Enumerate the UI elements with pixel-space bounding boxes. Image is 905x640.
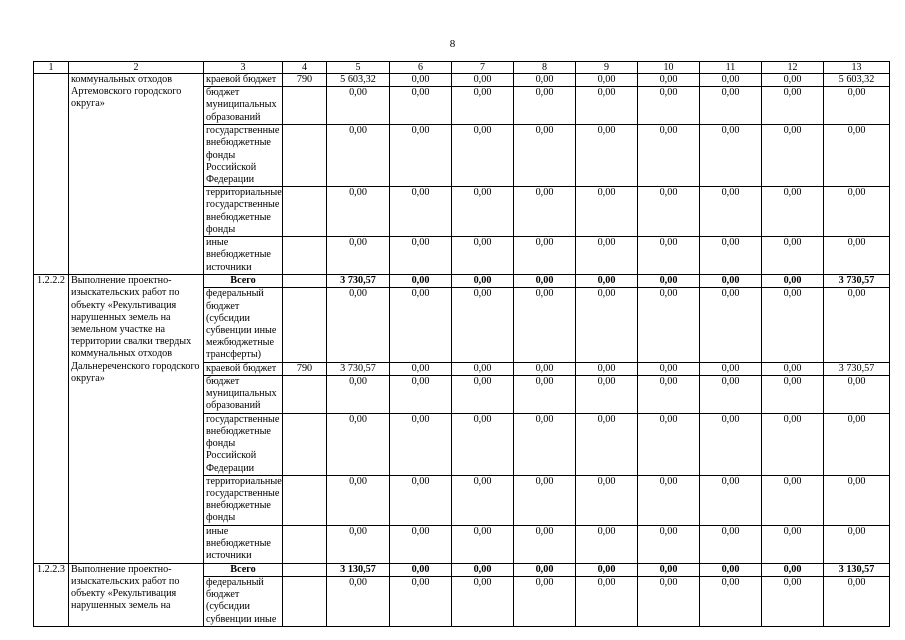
amount-cell: 0,00 xyxy=(762,125,824,187)
table-body xyxy=(34,62,890,627)
amount-cell: 3 730,57 xyxy=(327,275,390,288)
amount-cell: 0,00 xyxy=(762,87,824,125)
amount-cell: 0,00 xyxy=(514,563,576,576)
amount-cell: 5 603,32 xyxy=(824,74,890,87)
amount-cell: 0,00 xyxy=(390,125,452,187)
amount-cell: 0,00 xyxy=(514,288,576,362)
column-header: 13 xyxy=(824,62,890,74)
amount-cell: 0,00 xyxy=(638,74,700,87)
amount-cell: 0,00 xyxy=(452,237,514,275)
amount-cell: 3 130,57 xyxy=(327,563,390,576)
table-row xyxy=(34,563,890,576)
column-header: 2 xyxy=(69,62,204,74)
column-header: 9 xyxy=(576,62,638,74)
funding-source: бюджет муниципальных образований xyxy=(204,87,283,125)
amount-cell: 0,00 xyxy=(762,475,824,525)
amount-cell: 0,00 xyxy=(700,362,762,375)
amount-cell: 0,00 xyxy=(762,525,824,563)
amount-cell: 0,00 xyxy=(824,375,890,413)
budget-code xyxy=(283,413,327,475)
activity-name: коммунальных отходов Артемовского городского округа» xyxy=(69,74,204,275)
budget-code xyxy=(283,288,327,362)
budget-code xyxy=(283,275,327,288)
amount-cell: 0,00 xyxy=(514,74,576,87)
amount-cell: 0,00 xyxy=(390,475,452,525)
amount-cell: 0,00 xyxy=(327,375,390,413)
funding-source: Всего xyxy=(204,563,283,576)
amount-cell: 3 730,57 xyxy=(327,362,390,375)
column-header: 11 xyxy=(700,62,762,74)
budget-code xyxy=(283,87,327,125)
amount-cell: 0,00 xyxy=(327,413,390,475)
amount-cell: 0,00 xyxy=(700,275,762,288)
amount-cell: 0,00 xyxy=(700,525,762,563)
amount-cell: 0,00 xyxy=(576,288,638,362)
amount-cell: 0,00 xyxy=(700,187,762,237)
amount-cell: 0,00 xyxy=(452,375,514,413)
budget-code: 790 xyxy=(283,74,327,87)
amount-cell: 0,00 xyxy=(514,577,576,627)
funding-source: Всего xyxy=(204,275,283,288)
amount-cell: 0,00 xyxy=(452,525,514,563)
amount-cell: 0,00 xyxy=(576,577,638,627)
amount-cell: 0,00 xyxy=(638,187,700,237)
amount-cell: 0,00 xyxy=(576,74,638,87)
amount-cell: 0,00 xyxy=(700,475,762,525)
header-row xyxy=(34,62,890,74)
amount-cell: 0,00 xyxy=(452,74,514,87)
amount-cell: 0,00 xyxy=(390,525,452,563)
amount-cell: 0,00 xyxy=(390,187,452,237)
amount-cell: 3 130,57 xyxy=(824,563,890,576)
funding-source: бюджет муниципальных образований xyxy=(204,375,283,413)
amount-cell: 0,00 xyxy=(638,475,700,525)
amount-cell: 0,00 xyxy=(390,275,452,288)
amount-cell: 0,00 xyxy=(762,375,824,413)
amount-cell: 0,00 xyxy=(824,475,890,525)
column-header: 8 xyxy=(514,62,576,74)
amount-cell: 0,00 xyxy=(638,237,700,275)
amount-cell: 0,00 xyxy=(576,563,638,576)
amount-cell: 0,00 xyxy=(452,563,514,576)
amount-cell: 0,00 xyxy=(700,577,762,627)
amount-cell: 0,00 xyxy=(327,288,390,362)
amount-cell: 0,00 xyxy=(576,362,638,375)
funding-source: территориальные государственные внебюджетные фонды xyxy=(204,187,283,237)
activity-name: Выполнение проектно-изыскательских работ по объекту «Рекультивация нарушенных земель на xyxy=(69,563,204,626)
funding-source: иные внебюджетные источники xyxy=(204,525,283,563)
amount-cell: 0,00 xyxy=(327,525,390,563)
row-code xyxy=(34,74,69,275)
amount-cell: 0,00 xyxy=(576,275,638,288)
amount-cell: 0,00 xyxy=(824,125,890,187)
page-number: 8 xyxy=(449,38,456,50)
amount-cell: 0,00 xyxy=(762,275,824,288)
amount-cell: 0,00 xyxy=(576,525,638,563)
budget-table xyxy=(33,61,890,627)
amount-cell: 0,00 xyxy=(824,87,890,125)
amount-cell: 0,00 xyxy=(824,577,890,627)
amount-cell: 0,00 xyxy=(824,525,890,563)
funding-source: государственные внебюджетные фонды Российской Федерации xyxy=(204,413,283,475)
column-header: 4 xyxy=(283,62,327,74)
amount-cell: 0,00 xyxy=(327,125,390,187)
amount-cell: 0,00 xyxy=(762,237,824,275)
amount-cell: 0,00 xyxy=(576,375,638,413)
budget-code xyxy=(283,375,327,413)
budget-code xyxy=(283,187,327,237)
amount-cell: 0,00 xyxy=(452,475,514,525)
amount-cell: 5 603,32 xyxy=(327,74,390,87)
amount-cell: 0,00 xyxy=(762,362,824,375)
amount-cell: 3 730,57 xyxy=(824,362,890,375)
amount-cell: 0,00 xyxy=(390,362,452,375)
funding-source: федеральный бюджет (субсидии субвенции иные xyxy=(204,577,283,627)
amount-cell: 0,00 xyxy=(638,362,700,375)
amount-cell: 0,00 xyxy=(700,563,762,576)
budget-code xyxy=(283,475,327,525)
amount-cell: 0,00 xyxy=(452,187,514,237)
budget-code xyxy=(283,237,327,275)
amount-cell: 0,00 xyxy=(452,275,514,288)
amount-cell: 0,00 xyxy=(638,577,700,627)
amount-cell: 0,00 xyxy=(514,87,576,125)
funding-source: государственные внебюджетные фонды Российской Федерации xyxy=(204,125,283,187)
amount-cell: 0,00 xyxy=(514,275,576,288)
amount-cell: 0,00 xyxy=(390,74,452,87)
amount-cell: 0,00 xyxy=(700,125,762,187)
amount-cell: 0,00 xyxy=(638,87,700,125)
row-code: 1.2.2.2 xyxy=(34,275,69,564)
amount-cell: 0,00 xyxy=(452,125,514,187)
amount-cell: 0,00 xyxy=(700,375,762,413)
amount-cell: 0,00 xyxy=(327,87,390,125)
amount-cell: 0,00 xyxy=(824,237,890,275)
amount-cell: 0,00 xyxy=(514,413,576,475)
amount-cell: 0,00 xyxy=(700,87,762,125)
amount-cell: 0,00 xyxy=(700,237,762,275)
amount-cell: 0,00 xyxy=(452,362,514,375)
amount-cell: 0,00 xyxy=(638,563,700,576)
amount-cell: 0,00 xyxy=(576,187,638,237)
budget-code xyxy=(283,525,327,563)
amount-cell: 0,00 xyxy=(762,577,824,627)
amount-cell: 0,00 xyxy=(762,74,824,87)
amount-cell: 0,00 xyxy=(762,187,824,237)
column-header: 6 xyxy=(390,62,452,74)
activity-name: Выполнение проектно-изыскательских работ по объекту «Рекультивация нарушенных земель на земельном участке на территории свалки твердых коммунальных отходов Дальнереченского городского округа» xyxy=(69,275,204,564)
budget-code xyxy=(283,563,327,576)
amount-cell: 0,00 xyxy=(576,413,638,475)
amount-cell: 0,00 xyxy=(390,563,452,576)
amount-cell: 0,00 xyxy=(700,413,762,475)
amount-cell: 0,00 xyxy=(824,187,890,237)
amount-cell: 0,00 xyxy=(576,87,638,125)
amount-cell: 0,00 xyxy=(452,288,514,362)
budget-code xyxy=(283,577,327,627)
column-header: 12 xyxy=(762,62,824,74)
amount-cell: 0,00 xyxy=(638,413,700,475)
amount-cell: 0,00 xyxy=(514,525,576,563)
amount-cell: 0,00 xyxy=(390,87,452,125)
funding-source: краевой бюджет xyxy=(204,74,283,87)
amount-cell: 0,00 xyxy=(576,475,638,525)
column-header: 7 xyxy=(452,62,514,74)
amount-cell: 0,00 xyxy=(762,288,824,362)
amount-cell: 0,00 xyxy=(824,413,890,475)
amount-cell: 0,00 xyxy=(638,375,700,413)
amount-cell: 0,00 xyxy=(327,187,390,237)
amount-cell: 3 730,57 xyxy=(824,275,890,288)
amount-cell: 0,00 xyxy=(514,237,576,275)
funding-source: территориальные государственные внебюджетные фонды xyxy=(204,475,283,525)
table-row xyxy=(34,74,890,87)
amount-cell: 0,00 xyxy=(638,125,700,187)
amount-cell: 0,00 xyxy=(576,237,638,275)
amount-cell: 0,00 xyxy=(390,375,452,413)
amount-cell: 0,00 xyxy=(452,413,514,475)
amount-cell: 0,00 xyxy=(762,413,824,475)
funding-source: федеральный бюджет (субсидии субвенции иные межбюджетные трансферты) xyxy=(204,288,283,362)
amount-cell: 0,00 xyxy=(514,475,576,525)
amount-cell: 0,00 xyxy=(390,413,452,475)
amount-cell: 0,00 xyxy=(638,288,700,362)
funding-source: краевой бюджет xyxy=(204,362,283,375)
column-header: 10 xyxy=(638,62,700,74)
amount-cell: 0,00 xyxy=(638,275,700,288)
amount-cell: 0,00 xyxy=(327,577,390,627)
amount-cell: 0,00 xyxy=(762,563,824,576)
amount-cell: 0,00 xyxy=(576,125,638,187)
amount-cell: 0,00 xyxy=(514,187,576,237)
amount-cell: 0,00 xyxy=(390,288,452,362)
column-header: 3 xyxy=(204,62,283,74)
budget-code: 790 xyxy=(283,362,327,375)
amount-cell: 0,00 xyxy=(638,525,700,563)
funding-source: иные внебюджетные источники xyxy=(204,237,283,275)
amount-cell: 0,00 xyxy=(327,237,390,275)
amount-cell: 0,00 xyxy=(452,87,514,125)
table-row xyxy=(34,275,890,288)
row-code: 1.2.2.3 xyxy=(34,563,69,626)
amount-cell: 0,00 xyxy=(452,577,514,627)
column-header: 1 xyxy=(34,62,69,74)
amount-cell: 0,00 xyxy=(514,362,576,375)
amount-cell: 0,00 xyxy=(327,475,390,525)
amount-cell: 0,00 xyxy=(514,375,576,413)
amount-cell: 0,00 xyxy=(390,237,452,275)
amount-cell: 0,00 xyxy=(824,288,890,362)
amount-cell: 0,00 xyxy=(514,125,576,187)
amount-cell: 0,00 xyxy=(390,577,452,627)
amount-cell: 0,00 xyxy=(700,288,762,362)
budget-code xyxy=(283,125,327,187)
column-header: 5 xyxy=(327,62,390,74)
amount-cell: 0,00 xyxy=(700,74,762,87)
